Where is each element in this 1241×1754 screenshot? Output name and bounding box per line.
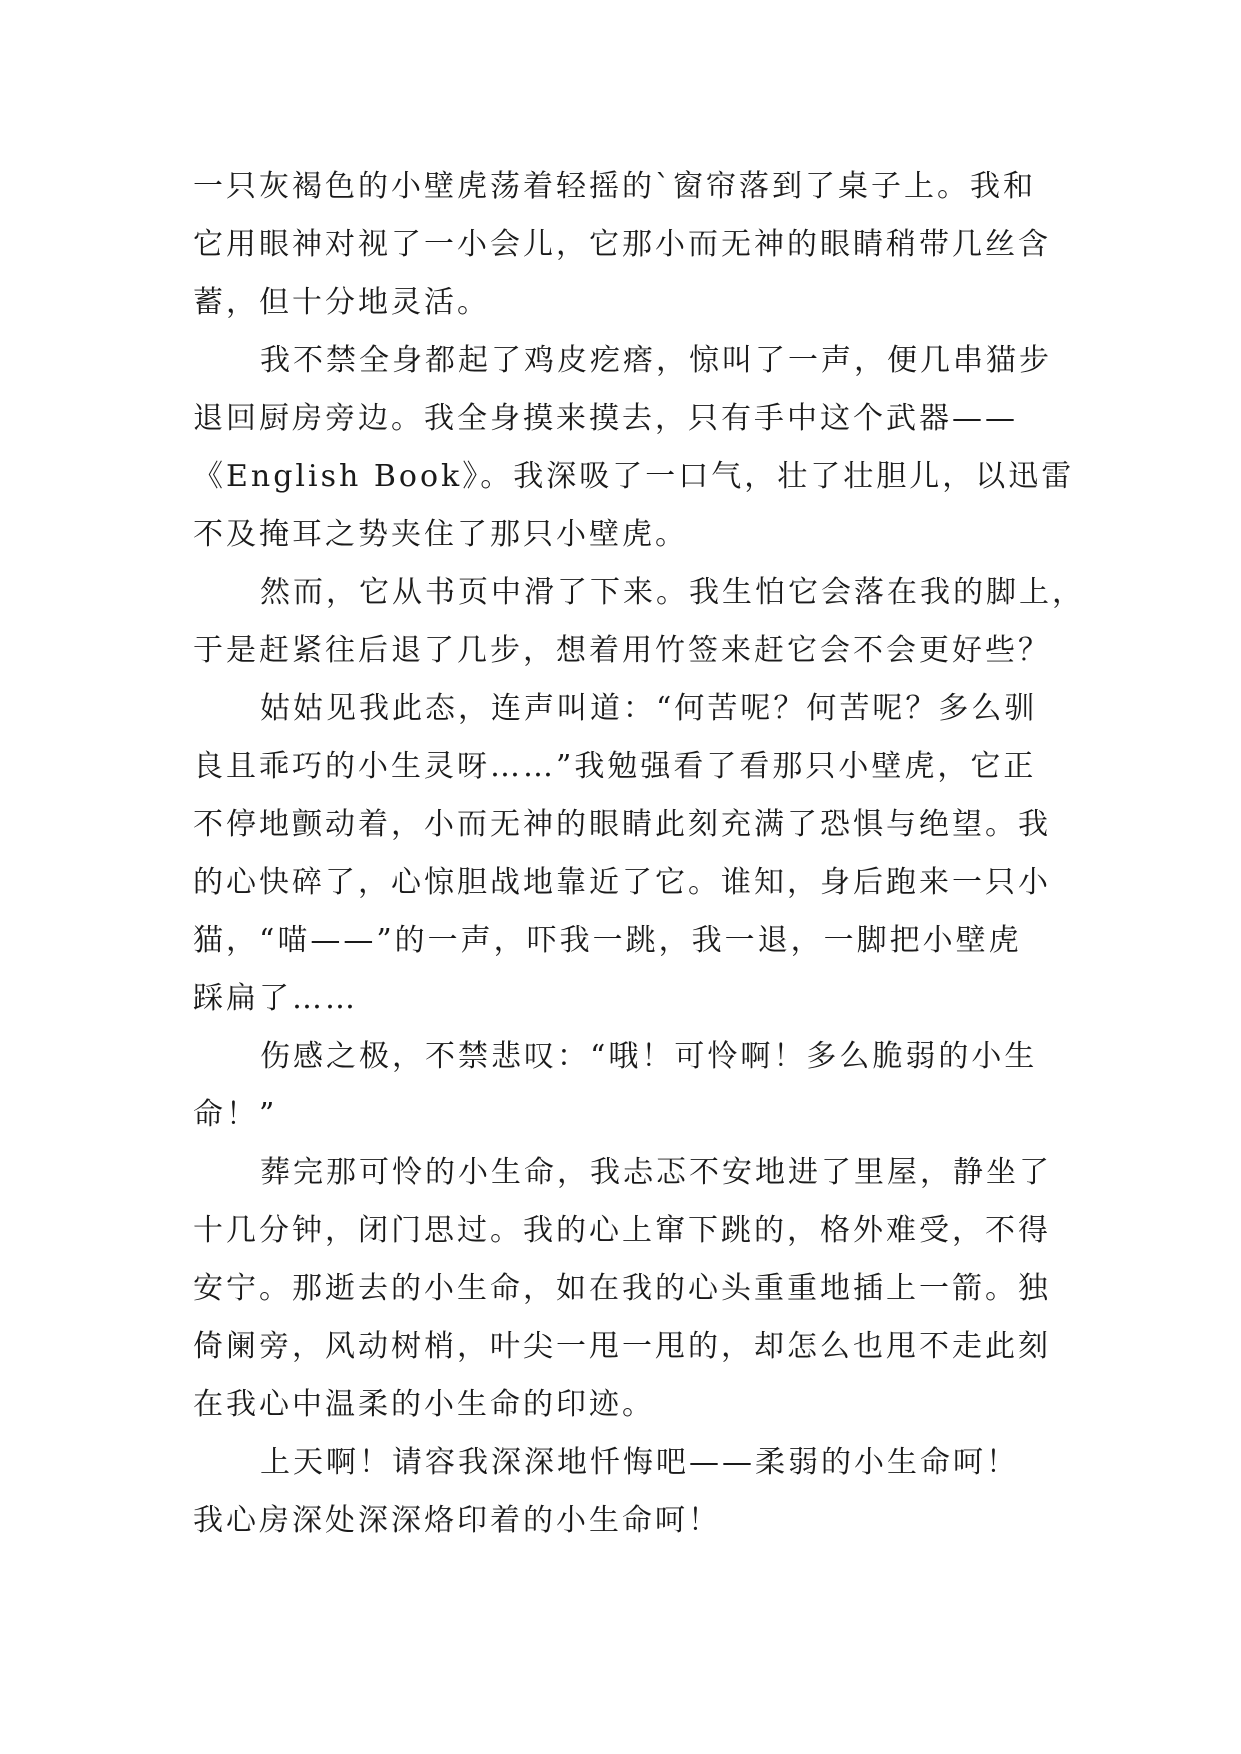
text-line: 姑姑见我此态，连声叫道：“何苦呢？何苦呢？多么驯 (260, 691, 1038, 726)
text-line: 良且乖巧的小生灵呀……”我勉强看了看那只小壁虎，它正 (193, 749, 1037, 784)
paragraph-5 (193, 1028, 1073, 1144)
text-line: 它用眼神对视了一小会儿，它那小而无神的眼睛稍带几丝含 (193, 227, 1051, 262)
text-line: 蓄，但十分地灵活。 (193, 285, 490, 320)
paragraph-4 (193, 680, 1073, 1028)
text-line: 安宁。那逝去的小生命，如在我的心头重重地插上一箭。独 (193, 1271, 1051, 1306)
text-line: 倚阑旁，风动树梢，叶尖一甩一甩的，却怎么也甩不走此刻 (193, 1329, 1051, 1364)
text-line: 一只灰褐色的小壁虎荡着轻摇的`窗帘落到了桌子上。我和 (193, 169, 1036, 204)
text-line: 上天啊！请容我深深地忏悔吧——柔弱的小生命呵！ (260, 1445, 1019, 1480)
paragraph-7 (193, 1434, 1073, 1550)
paragraph-3 (193, 564, 1085, 680)
text-line: 《English Book》。我深吸了一口气，壮了壮胆儿，以迅雷 (193, 459, 1075, 494)
text-line: 十几分钟，闭门思过。我的心上窜下跳的，格外难受，不得 (193, 1213, 1051, 1248)
text-line: 伤感之极，不禁悲叹：“哦！可怜啊！多么脆弱的小生 (260, 1039, 1038, 1074)
text-line: 葬完那可怜的小生命，我忐忑不安地进了里屋，静坐了 (260, 1155, 1052, 1190)
text-line: 命！” (193, 1097, 278, 1132)
paragraph-6 (193, 1144, 1073, 1434)
text-line: 的心快碎了，心惊胆战地靠近了它。谁知，身后跑来一只小 (193, 865, 1051, 900)
text-line: 不及掩耳之势夹住了那只小壁虎。 (193, 517, 688, 552)
paragraph-1 (193, 158, 1073, 332)
text-line: 然而，它从书页中滑了下来。我生怕它会落在我的脚上， (260, 575, 1085, 610)
text-line: 不停地颤动着，小而无神的眼睛此刻充满了恐惧与绝望。我 (193, 807, 1051, 842)
text-line: 猫，“喵——”的一声，吓我一跳，我一退，一脚把小壁虎 (193, 923, 1022, 958)
paragraph-2 (193, 332, 1073, 564)
text-line: 我不禁全身都起了鸡皮疙瘩，惊叫了一声，便几串猫步 (260, 343, 1052, 378)
document-body (193, 158, 1085, 1550)
text-line: 我心房深处深深烙印着的小生命呵！ (193, 1503, 721, 1538)
text-line: 退回厨房旁边。我全身摸来摸去，只有手中这个武器—— (193, 401, 1018, 436)
text-line: 在我心中温柔的小生命的印迹。 (193, 1387, 655, 1422)
text-line: 踩扁了…… (193, 981, 358, 1016)
text-line: 于是赶紧往后退了几步，想着用竹签来赶它会不会更好些？ (193, 633, 1051, 668)
